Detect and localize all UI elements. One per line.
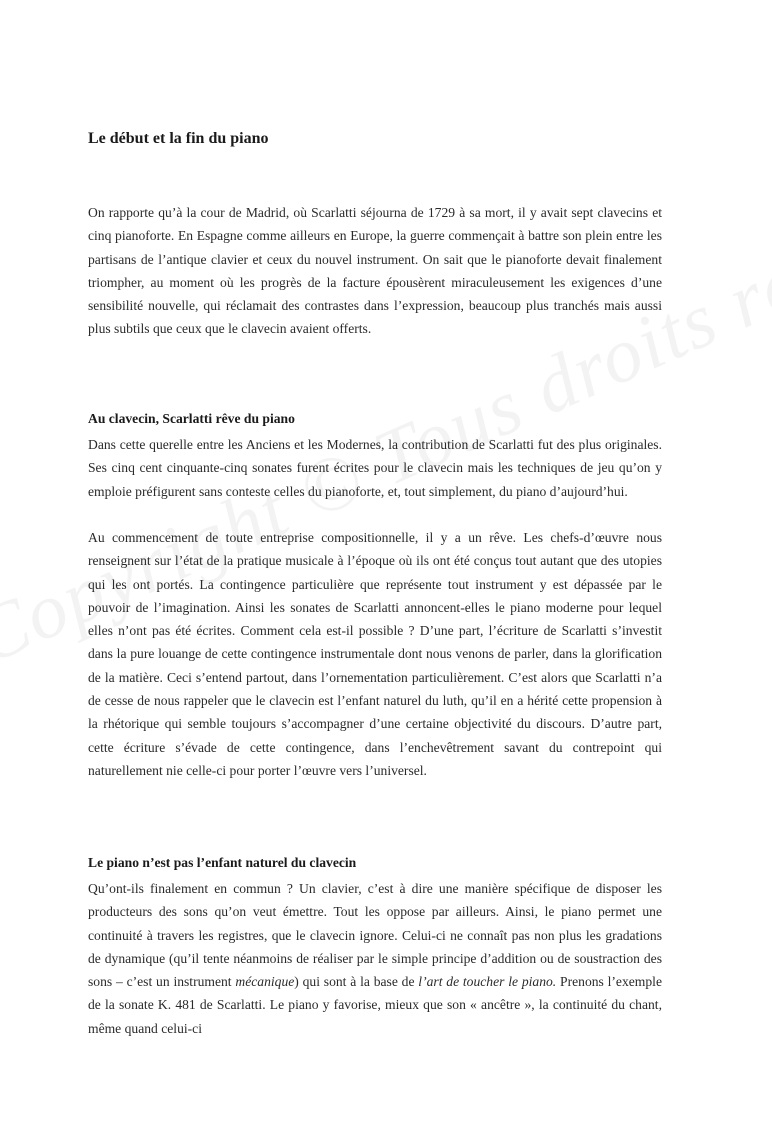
- section2-text-middle: ) qui sont à la base de: [294, 974, 419, 990]
- section1-paragraph-2: Au commencement de toute entreprise compositionnelle, il y a un rêve. Les chefs-d’œuvre nous renseignent sur l’état de la pratique musicale à l’époque où ils ont été conçus tout autant que des utopies qui les ont portés. La contingence particulière que représente tout instrument y est dépassée par le pouvoir de l’imagination. Ainsi les sonates de Scarlatti annoncent-elles le piano moderne pour lequel elles n’ont pas été écrites. Comment cela est-il possible ? D’une part, l’écriture de Scarlatti s’investit dans la pure louange de cette contingence instrumentale dont nous venons de parler, dans la glorification de la matière. Ceci s’entend partout, dans l’ornementation particulièrement. C’est alors que Scarlatti n’a de cesse de nous rappeler que le clavecin est l’enfant naturel du luth, qu’il en a hérité cette propension à la rhétorique qui semble toujours s’accompagner d’une certaine objectivité du discours. D’autre part, cette écriture s’évade de cette contingence, dans l’enchevêtrement savant du contrepoint qui naturellement nie celle-ci pour porter l’œuvre vers l’universel.: [88, 530, 662, 778]
- section2-text-start: Qu’ont-ils finalement en commun ? Un clavier, c’est à dire une manière spécifique de disposer les producteurs des sons qu’on veut émettre. Tout les oppose par ailleurs. Ainsi, le piano permet une continuité à travers les registres, que le clavecin ignore. Celui-ci ne connaît pas non plus les gradations de dynamique (qu’il tente néanmoins de réaliser par le simple principe d’addition ou de soustraction des sons – c’est un instrument: [88, 881, 662, 990]
- page-title: Le début et la fin du piano: [88, 130, 269, 147]
- emphasis-mecanique: mécanique: [235, 974, 295, 990]
- intro-paragraph: On rapporte qu’à la cour de Madrid, où Scarlatti séjourna de 1729 à sa mort, il y avait sept clavecins et cinq pianoforte. En Espagne comme ailleurs en Europe, la guerre commençait à battre son plein entre les partisans de l’antique clavier et ceux du nouvel instrument. On sait que le pianoforte devait finalement triompher, au moment où les progrès de la facture épousèrent miraculeusement les exigences d’une sensibilité nouvelle, qui réclamait des contrastes dans l’expression, beaucoup plus tranchés mais aussi plus subtils que ceux que le clavecin avaient offerts.: [88, 205, 662, 337]
- section1-paragraph-1: Dans cette querelle entre les Anciens et les Modernes, la contribution de Scarlatti fut des plus originales. Ses cinq cent cinquante-cinq sonates furent écrites pour le clavecin mais les techniques de jeu qu’on y emploie préfigurent sans conteste celles du pianoforte, et, tout simplement, du piano d’aujourd’hui.: [88, 437, 662, 499]
- book-title-italic: l’art de toucher le piano.: [418, 974, 557, 990]
- section2-paragraph: [88, 877, 662, 1040]
- section-heading-clavecin: Au clavecin, Scarlatti rêve du piano: [88, 411, 295, 426]
- section2-text-end: Prenons l’exemple de la sonate K. 481 de Scarlatti. Le piano y favorise, mieux que son « ancêtre », la continuité du chant, même quand celui-ci: [88, 974, 662, 1036]
- section-heading-piano: Le piano n’est pas l’enfant naturel du clavecin: [88, 855, 357, 870]
